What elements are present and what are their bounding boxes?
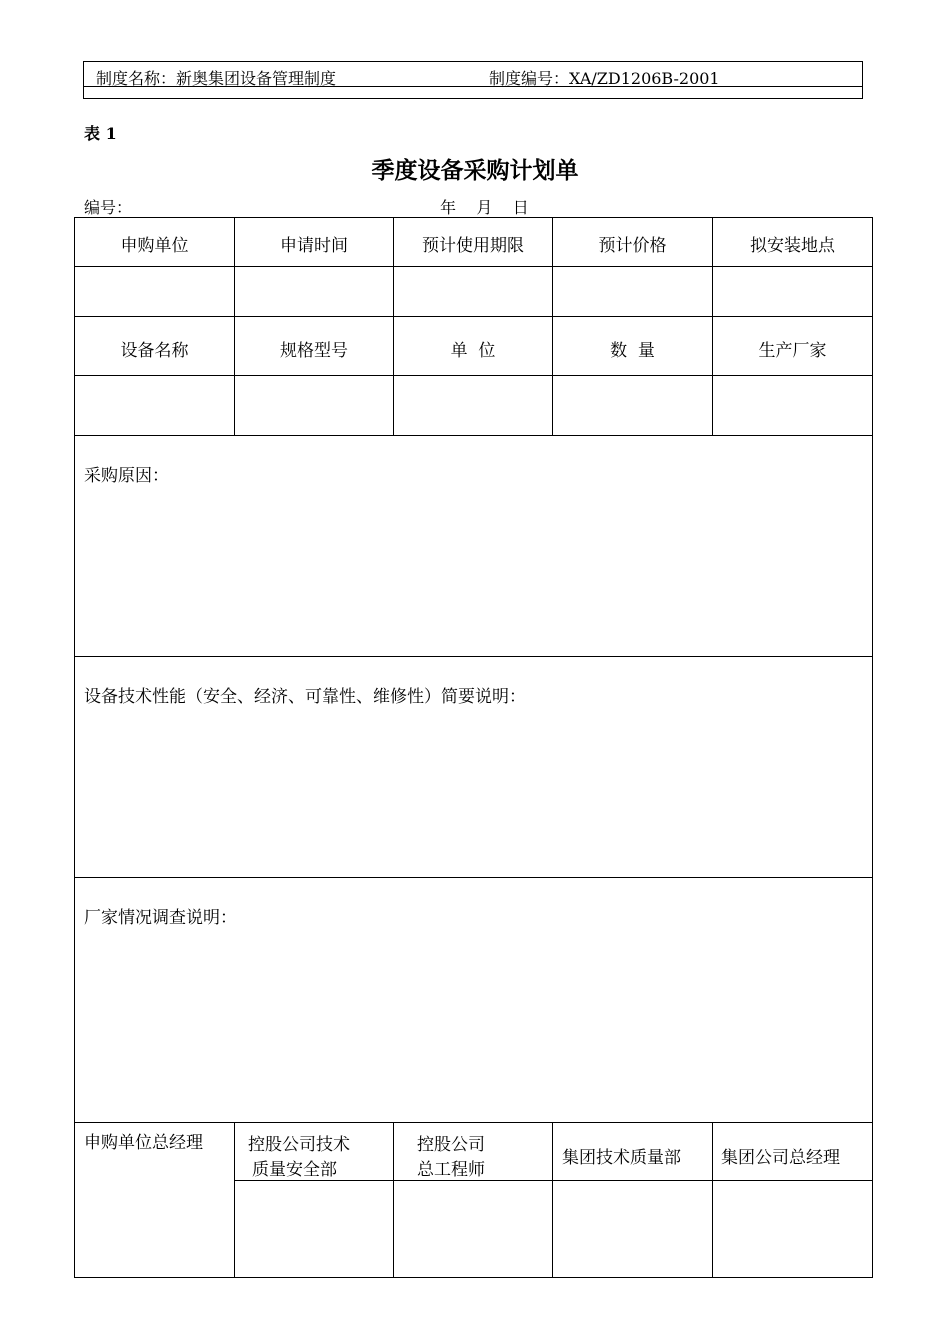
signature-applicant-gm[interactable]	[75, 1150, 234, 1276]
header-unit: 单 位	[450, 341, 496, 361]
vendor-survey-label: 厂家情况调查说明：	[84, 908, 237, 928]
table-bottom-border	[74, 1277, 873, 1278]
header-install-location: 拟安装地点	[750, 236, 835, 256]
input-quantity[interactable]	[553, 376, 712, 435]
header-applicant-unit: 申购单位	[120, 236, 189, 256]
row-line	[74, 877, 873, 878]
date-label: 年 月 日	[440, 198, 529, 217]
header-manufacturer: 生产厂家	[758, 341, 827, 361]
signature-holding-engineer[interactable]	[394, 1181, 552, 1276]
input-unit[interactable]	[394, 376, 552, 435]
form-title: 季度设备采购计划单	[371, 157, 579, 184]
input-usage-period[interactable]	[394, 267, 552, 316]
approval-holding-engineer-line1: 控股公司	[417, 1135, 485, 1155]
row-line	[74, 1122, 873, 1123]
approval-applicant-gm: 申购单位总经理	[84, 1133, 203, 1153]
input-applicant-unit[interactable]	[75, 267, 234, 316]
header-request-time: 申请时间	[280, 236, 348, 256]
input-equipment-name[interactable]	[75, 376, 234, 435]
header-model-spec: 规格型号	[280, 341, 348, 361]
system-name: 制度名称：新奥集团设备管理制度	[96, 69, 337, 88]
vendor-survey-area[interactable]	[75, 932, 872, 1121]
row-line	[74, 656, 873, 657]
row-line	[74, 316, 873, 317]
signature-group-gm[interactable]	[713, 1181, 872, 1276]
signature-group-tech-quality[interactable]	[553, 1181, 712, 1276]
table-label: 表 1	[84, 124, 117, 143]
input-manufacturer[interactable]	[713, 376, 872, 435]
approval-holding-engineer-line2: 总工程师	[417, 1160, 485, 1180]
purchase-reason-area[interactable]	[75, 490, 872, 655]
approval-holding-tech-line2: 质量安全部	[252, 1160, 337, 1180]
header-estimated-price: 预计价格	[598, 236, 667, 256]
purchase-reason-label: 采购原因：	[84, 466, 169, 486]
approval-holding-tech-line1: 控股公司技术	[248, 1135, 350, 1155]
signature-holding-tech[interactable]	[235, 1181, 393, 1276]
performance-label: 设备技术性能（安全、经济、可靠性、维修性）简要说明：	[84, 687, 526, 707]
table-right-border	[872, 217, 873, 1277]
input-install-location[interactable]	[713, 267, 872, 316]
input-model-spec[interactable]	[235, 376, 393, 435]
header-usage-period: 预计使用期限	[422, 236, 524, 256]
system-code: 制度编号：XA/ZD1206B-2001	[489, 69, 720, 88]
input-estimated-price[interactable]	[553, 267, 712, 316]
number-label: 编号：	[84, 198, 133, 217]
performance-area[interactable]	[75, 711, 872, 876]
approval-group-gm: 集团公司总经理	[721, 1148, 840, 1168]
input-request-time[interactable]	[235, 267, 393, 316]
header-quantity: 数 量	[610, 341, 655, 361]
table-top-border	[74, 217, 873, 218]
approval-group-tech-quality: 集团技术质量部	[562, 1148, 681, 1168]
header-equipment-name: 设备名称	[120, 341, 189, 361]
row-line	[74, 435, 873, 436]
